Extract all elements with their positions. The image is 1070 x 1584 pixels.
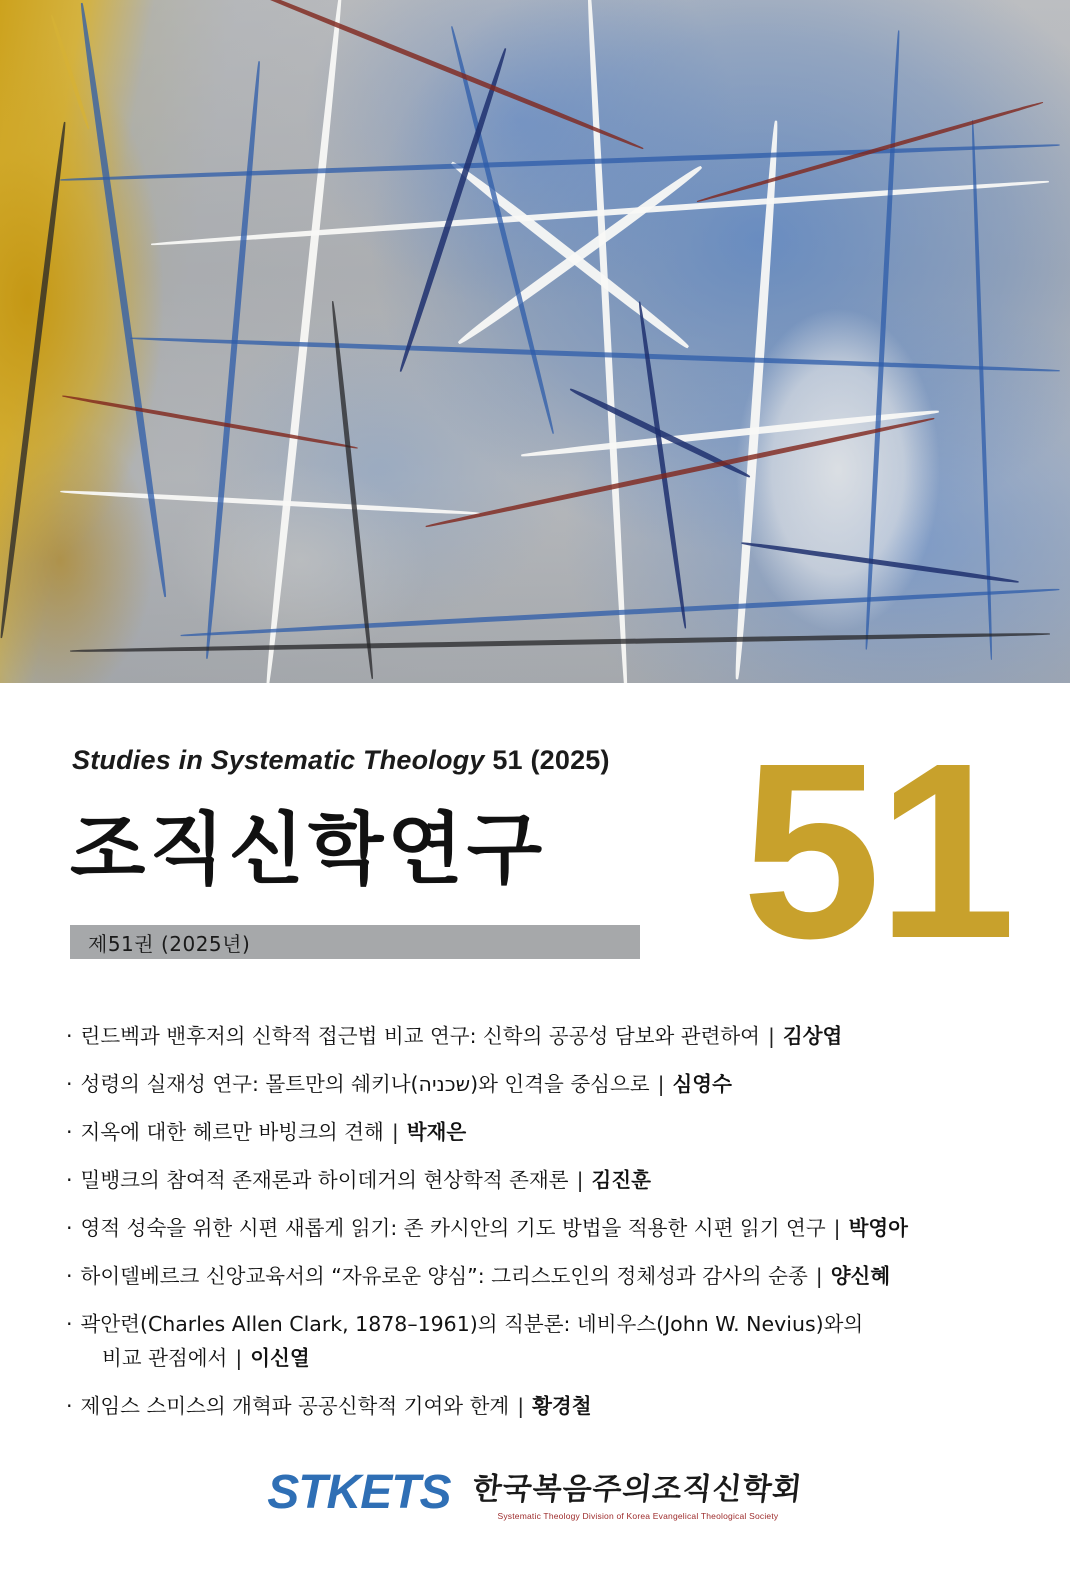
article-title-continued-line: [102, 1343, 1006, 1373]
bullet-icon: ·: [66, 1394, 73, 1418]
article-author: 김진훈: [591, 1168, 651, 1192]
article-title: 밀뱅크의 참여적 존재론과 하이데거의 현상학적 존재론: [80, 1168, 569, 1192]
footer: [0, 1464, 1070, 1530]
cover-artwork: [0, 0, 1070, 683]
bullet-icon: ·: [66, 1264, 73, 1288]
separator: |: [235, 1346, 243, 1370]
english-title-text: Studies in Systematic Theology: [72, 745, 485, 775]
separator: |: [767, 1024, 775, 1048]
cover-text-area: [0, 683, 1070, 1584]
separator: |: [833, 1216, 841, 1240]
article-title: 곽안련(Charles Allen Clark, 1878–1961)의 직분론: 네비우스(John W. Nevius)와의: [80, 1312, 864, 1336]
bullet-icon: ·: [66, 1312, 73, 1336]
article-title: 하이델베르크 신앙교육서의 “자유로운 양심”: 그리스도인의 정체성과 감사의 순종: [80, 1264, 808, 1288]
article-author: 박영아: [848, 1216, 908, 1240]
list-item[interactable]: [66, 1309, 1006, 1373]
list-item[interactable]: [66, 1391, 1006, 1421]
korean-title: 조직신학연구: [70, 805, 547, 895]
volume-big-number: 51: [741, 711, 1012, 990]
list-item[interactable]: [66, 1117, 1006, 1147]
society-name-block: [470, 1464, 805, 1521]
list-item[interactable]: [66, 1021, 1006, 1051]
bullet-icon: ·: [66, 1072, 73, 1096]
society-name-english: Systematic Theology Division of Korea Evangelical Theological Society: [497, 1511, 779, 1521]
article-title: 린드벡과 밴후저의 신학적 접근법 비교 연구: 신학의 공공성 담보와 관련하여: [80, 1024, 760, 1048]
article-title: 지옥에 대한 헤르만 바빙크의 견해: [80, 1120, 384, 1144]
separator: |: [517, 1394, 525, 1418]
article-author: 박재은: [406, 1120, 467, 1144]
separator: |: [657, 1072, 665, 1096]
separator: |: [576, 1168, 584, 1192]
separator: |: [391, 1120, 399, 1144]
table-of-contents: [66, 1021, 1006, 1439]
volume-label: 제51권 (2025년): [88, 932, 251, 956]
article-author: 심영수: [672, 1072, 732, 1096]
list-item[interactable]: [66, 1069, 1006, 1099]
society-name-korean: 한국복음주의조직신학회: [470, 1472, 805, 1507]
bullet-icon: ·: [66, 1168, 73, 1192]
list-item[interactable]: [66, 1165, 1006, 1195]
article-title: 성령의 실재성 연구: 몰트만의 쉐키나(שכניה)와 인격을 중심으로: [80, 1072, 650, 1096]
article-title: 제임스 스미스의 개혁파 공공신학적 기여와 한계: [80, 1394, 510, 1418]
bullet-icon: ·: [66, 1120, 73, 1144]
article-author: 황경철: [532, 1394, 592, 1418]
bullet-icon: ·: [66, 1216, 73, 1240]
english-title: [72, 745, 610, 776]
list-item[interactable]: [66, 1261, 1006, 1291]
article-author: 이신열: [250, 1346, 310, 1370]
stkets-logo-text: STKETS: [267, 1466, 451, 1519]
list-item[interactable]: [66, 1213, 1006, 1243]
publisher-logo: [267, 1464, 803, 1530]
article-title-continued: 비교 관점에서: [102, 1346, 228, 1370]
bullet-icon: ·: [66, 1024, 73, 1048]
article-title: 영적 성숙을 위한 시편 새롭게 읽기: 존 카시안의 기도 방법을 적용한 시편 읽기 연구: [80, 1216, 826, 1240]
article-author: 양신혜: [830, 1264, 891, 1288]
english-year: (2025): [530, 745, 610, 775]
english-volume-number: 51: [492, 745, 523, 775]
article-author: 김상엽: [782, 1024, 843, 1048]
separator: |: [815, 1264, 823, 1288]
